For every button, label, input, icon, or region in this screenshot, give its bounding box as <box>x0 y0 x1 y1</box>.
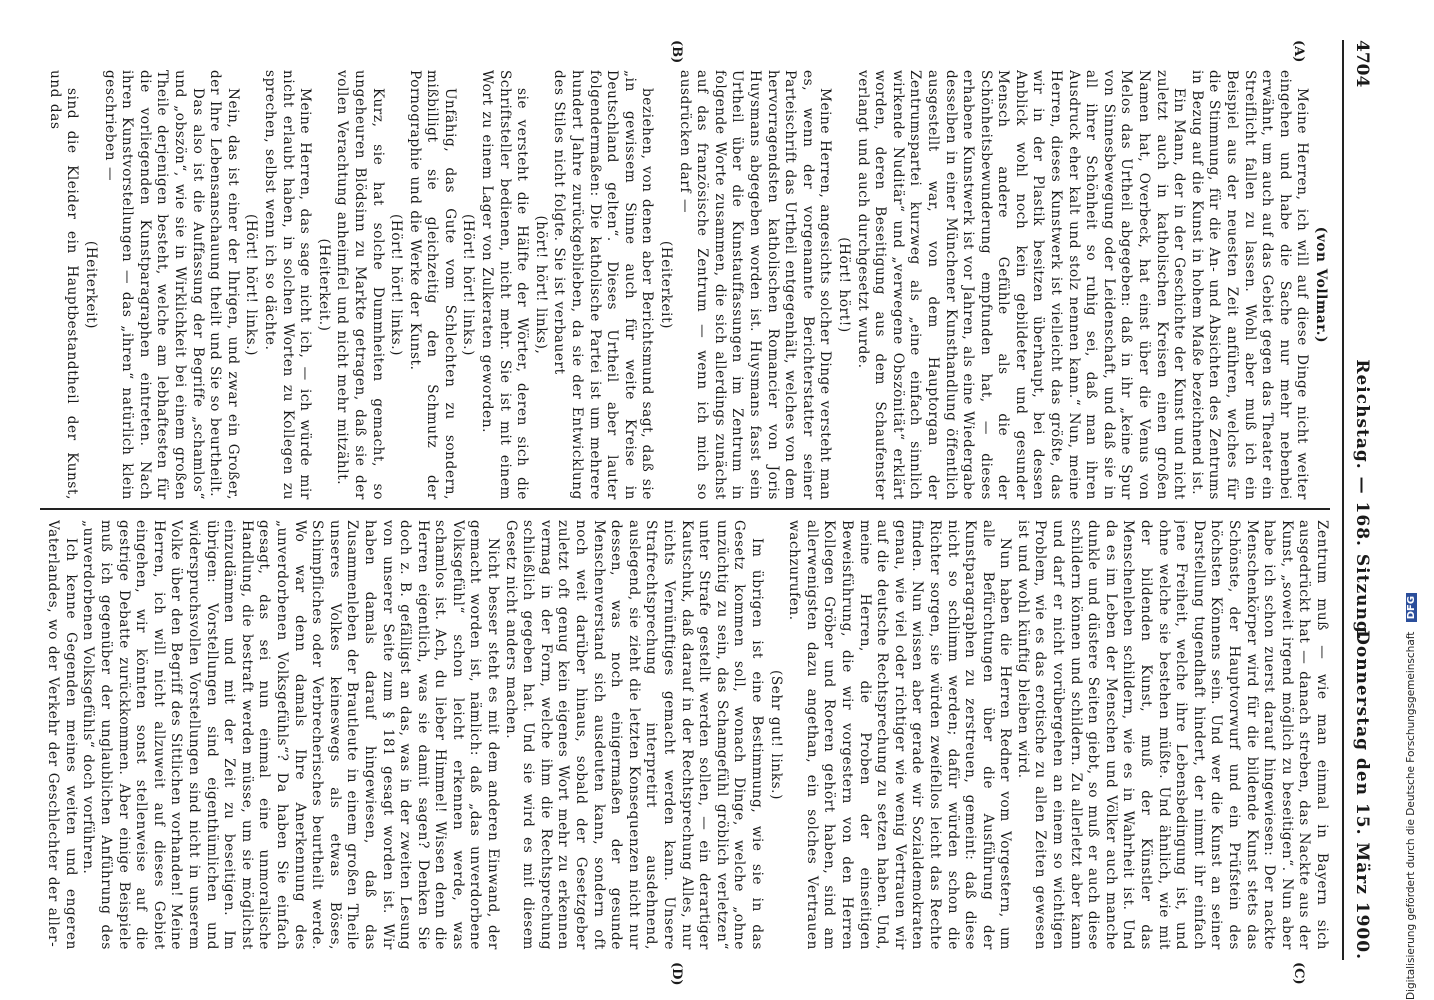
paragraph: Nicht besser steht es mit dem anderen Einwand, der gemacht worden ist, nämlich: daß „das unverdorbene Volksgefühl“ schon leicht erkennen werde, was schamlos ist. Ach, du lieber Himmel! Wissen denn die Herren eigentlich, was sie damit sagen? Denken Sie doch z. B. gefälligst an das, was in der zweiten Lesung von unserer Seite zum § 181 gesagt worden ist. Wir haben damals darauf hingewiesen, daß das Zusammenleben der Brautleute in einem großen Theile unseres Volkes keineswegs als etwas Böses, Schimpfliches oder Verbrecherisches beurtheilt werde. Wo war denn damals Ihre Anerkennung des „unverdorbenen Volksgefühls“? Da haben Sie einfach gesagt, das sei nun einmal eine unmoralische Handlung, die bestraft werden müsse, um sie möglichst einzudämmen und mit der Zeit zu beseitigen. Im übrigen: Vorstellungen sind eigenthümlichen und widerspruchsvollen Vorstellungen sind nicht in unserem Volke über den Begriff des Sittlichen vorhanden! Meine Herren, ich will nicht allzuweit auf dieses Gebiet eingehen, wir könnten sonst stellenweise auf die gestrige Debatte zurückkommen. Aber einige Beispiele muß ich gegenüber der unglaublichen Anführung des „unverdorbenen Volksgefühls“ doch vorführen. <box>80 520 502 950</box>
header-rule <box>1342 40 1344 960</box>
interjection: (hört! hört! links), <box>532 215 549 355</box>
speaker-name: (von Vollmar.) <box>1313 226 1329 344</box>
interjection: (Hört! hört! links.) <box>243 213 260 357</box>
paragraph: Nun haben die Herren Redner vom Vorgestern, um alle Befürchtungen über die Ausführung der Kunstparagraphen zu zerstreuen, gemeint: daß diese nicht so schlimm werden; dafür würden schon die Richter sorgen, sie würden zweifellos leicht das Rechte finden. Nun wissen aber gerade wir Sozialdemokraten genau, wie viel oder richtiger wie wenig Vertrauen wir auf die deutsche Rechtsprechung zu setzen haben. Und, meine Herren, die Proben der einseitigen Beweisführung, die wir vorgestern von den Herren Kollegen Gröber und Roeren gehört haben, sind am allerwenigsten dazu angethan, ein solches Vertrauen wachzurufen. <box>786 520 1014 950</box>
paragraph: Ich kenne Gegenden meines weiten und engeren Vaterlandes, wo der Verkehr der Geschlechter der aller- <box>45 520 79 950</box>
interjection: (Hört! hört!) <box>835 237 852 333</box>
margin-mark-d: (D) <box>669 962 684 986</box>
interjection: (Hört! hört! links.) <box>388 213 405 357</box>
paragraph: Unfähig, das Gute vom Schlechten zu sondern, mißbilligt sie gleichzeitig den Schmutz der Pornographie und die Werke der Kunst. <box>406 70 458 500</box>
column-divider <box>40 508 1330 510</box>
paragraph: Meine Herren, ich will auf diese Dinge nicht weiter eingehen und habe die Sache nur mehr nebenbei erwähnt, um auch auf das Gebiet gegen das Theater ein Streiflicht fallen zu lassen. Wohl aber muß ich ein Beispiel aus der neuesten Zeit anführen, welches für die Stimmung, für die An- und Absichten des Zentrums in Bezug auf die Kunst in hohem Maße bezeichnend ist. <box>1188 70 1311 500</box>
paragraph: Zentrum muß — wie man einmal in Bayern sich ausgedrückt hat — danach streben, das Nackte aus der Kunst, „soweit irgend möglich zu beseitigen“. Nun aber habe ich schon zuerst darauf hingewiesen: Der nackte Menschenkörper wird für die bildende Kunst stets das Schönste, der Hauptvorwurf und ein Prüfstein des höchsten Könnens sein. Und wer die Kunst an seiner Darstellung tugendhaft hindert, der nimmt ihr einfach jene Freiheit, welche ihre Lebensbedingung ist, und ohne welche sie bestehen müßte. Und ähnlich, wie mit der bildenden Kunst, muß der Künstler das Menschenleben schildern, wie es in Wahrheit ist. Und da es im Leben der Menschen und Völker auch manche dunkle und düstere Seiten giebt, so muß er auch diese schildern können und schildern. Zu allerletzt aber kann und darf er nicht vorübergehen an einem so wichtigen Problem, wie es das erotische zu allen Zeiten gewesen ist und wohl künftig bleiben wird. <box>1014 520 1330 950</box>
session-date: Donnerstag den 15. März 1900. <box>1352 630 1372 960</box>
interjection: (Heiterkeit.) <box>315 238 332 332</box>
margin-mark-a: (A) <box>1291 40 1306 63</box>
page-header <box>1344 40 1372 960</box>
paragraph: Ein Mann, der in der Geschichte der Kunst und nicht zuletzt auch in katholischen Kreisen einen großen Namen hat, Overbeck, hat einst über die Venus von Melos das Urtheil abgegeben: daß in ihr „keine Spur von Sinnesbewegung oder Leidenschaft, und daß sie in all ihrer Schönheit so ruhig sei, daß man ihren Ausdruck eher kalt und stolz nennen kann.“ Nun, meine Herren, dieses Kunstwerk ist vielleicht das größte, das wir in der Plastik besitzen überhaupt, bei dessen Anblick wohl noch kein gebildeter und gesunder Mensch andere Gefühle als die der Schönheitsbewunderung empfunden hat, — dieses erhabene Kunstwerk ist vor Jahren, als eine Wiedergabe desselben in einer Münchener Kunsthandlung öffentlich ausgestellt war, von dem Hauptorgan der Zentrumspartei kurzweg als „eine einfach sinnlich wirkende Nuditär“ und „verwegene Obszönität“ erklärt worden, deren Beseitigung aus dem Schaufenster verlangt und auch durchgesetzt wurde. <box>854 70 1188 500</box>
page-number: 4704 <box>1352 40 1372 88</box>
paragraph: beziehen, von denen aber Berichtsmund sagt, daß sie „in gewissem Sinne auch für weite Kreise in Deutschland gelten“. Dieses Urtheil aber lauter folgendermaßen: Die katholische Partei ist um mehrere hundert Jahre zurückgeblieben, da sie der Entwicklung des Stiles nicht folgte. Sie ist verbauert <box>551 70 656 500</box>
left-column <box>30 70 1330 500</box>
paragraph: Meine Herren, das sage nicht ich, — ich würde mir nicht erlaubt haben, in solchen Worten zu Kollegen zu sprechen, selbst wenn ich so dächte. <box>261 70 314 500</box>
credit-text: Digitalisierung gefördert durch die Deutsche Forschungsgemeinschaft <box>1405 631 1417 1000</box>
interjection: (Heiterkeit) <box>658 240 675 330</box>
session-title: Reichstag. — 168. Sitzung. <box>1352 359 1372 641</box>
paragraph: Das also ist die Auffassung der Begriffe „schamlos“ und „obszön“, wie sie in Wirklichkeit bei einem großen Theile derjenigen besteht, welche am lebhaftesten für die vorliegenden Kunstparagraphen eintreten. Nach ihren Kunstvorstellungen — das „ihren“ natürlich klein geschrieben — <box>101 70 206 500</box>
interjection: (Sehr gut! links.) <box>767 669 784 801</box>
interjection: (Hört! hört! links.) <box>460 213 477 357</box>
digitization-credit <box>1405 10 1425 1000</box>
paragraph: Nein, das ist einer der Ihrigen, und zwar ein Großer, der Ihre Lebensanschauung theilt und Sie so beurtheilt. <box>207 70 241 500</box>
interjection: (Heiterkeit) <box>83 240 100 330</box>
right-column <box>30 520 1330 950</box>
margin-mark-b: (B) <box>669 40 684 64</box>
dfg-logo: DFG <box>1406 593 1417 622</box>
paragraph: sie versteht die Hälfte der Wörter, deren sich die Schriftsteller bedienen, nicht mehr. Sie ist mit einem Wort zu einem Lager von Zulkeraten geworden. <box>479 70 531 500</box>
paragraph: Kurz, sie hat solche Dummheiten gemacht, so ungeheuren Blödsinn zu Markte getragen, daß sie der vollen Verachtung anheimfiel und nicht mehr mitzählt. <box>334 70 386 500</box>
margin-mark-c: (C) <box>1291 962 1306 985</box>
paragraph: Im übrigen ist eine Bestimmung, wie sie in das Gesetz kommen soll, wonach Dinge, welche „ohne unzüchtig zu sein, das Schamgefühl gröblich verletzen“ unter Strafe gestellt werden sollen, — ein derartiger Kautschuk, daß darauf in der Rechtsprechung Alles, nur nichts Vernünftiges gemacht werden kann. Unsere Strafrechtsprechung interpretirt ausdehnend, auslegend, sie zieht die letzten Konsequenzen nicht nur dessen, was noch einigermaßen der gesunde Menschenverstand sich ausdeuten kann, sondern oft noch weit darüber hinaus, sobald der Gesetzgeber zuletzt oft genug kein eigenes Wort mehr zu erkennen vermag in der Form, welche ihm die Rechtsprechung schließlich gegeben hat. Und sie wird es mit diesem Gesetz nicht anders machen. <box>502 520 765 950</box>
paragraph: sind die Kleider ein Hauptbestandtheil der Kunst, und das <box>46 70 81 500</box>
paragraph: Meine Herren, angesichts solcher Dinge versteht man es, wenn der vorgenannte Berichterstatter seiner Parteischrift das Urtheil entgegenhält, welches von dem hervorragendsten katholischen Romancier von Joris Huysmans abgegeben worden ist. Huysmans fasst sein Urtheil über die Kunstauffassungen im Zentrum in folgende Worte zusammen, die sich allerdings zunächst auf das französische Zentrum — wenn ich mich so ausdrücken darf — <box>676 70 834 500</box>
